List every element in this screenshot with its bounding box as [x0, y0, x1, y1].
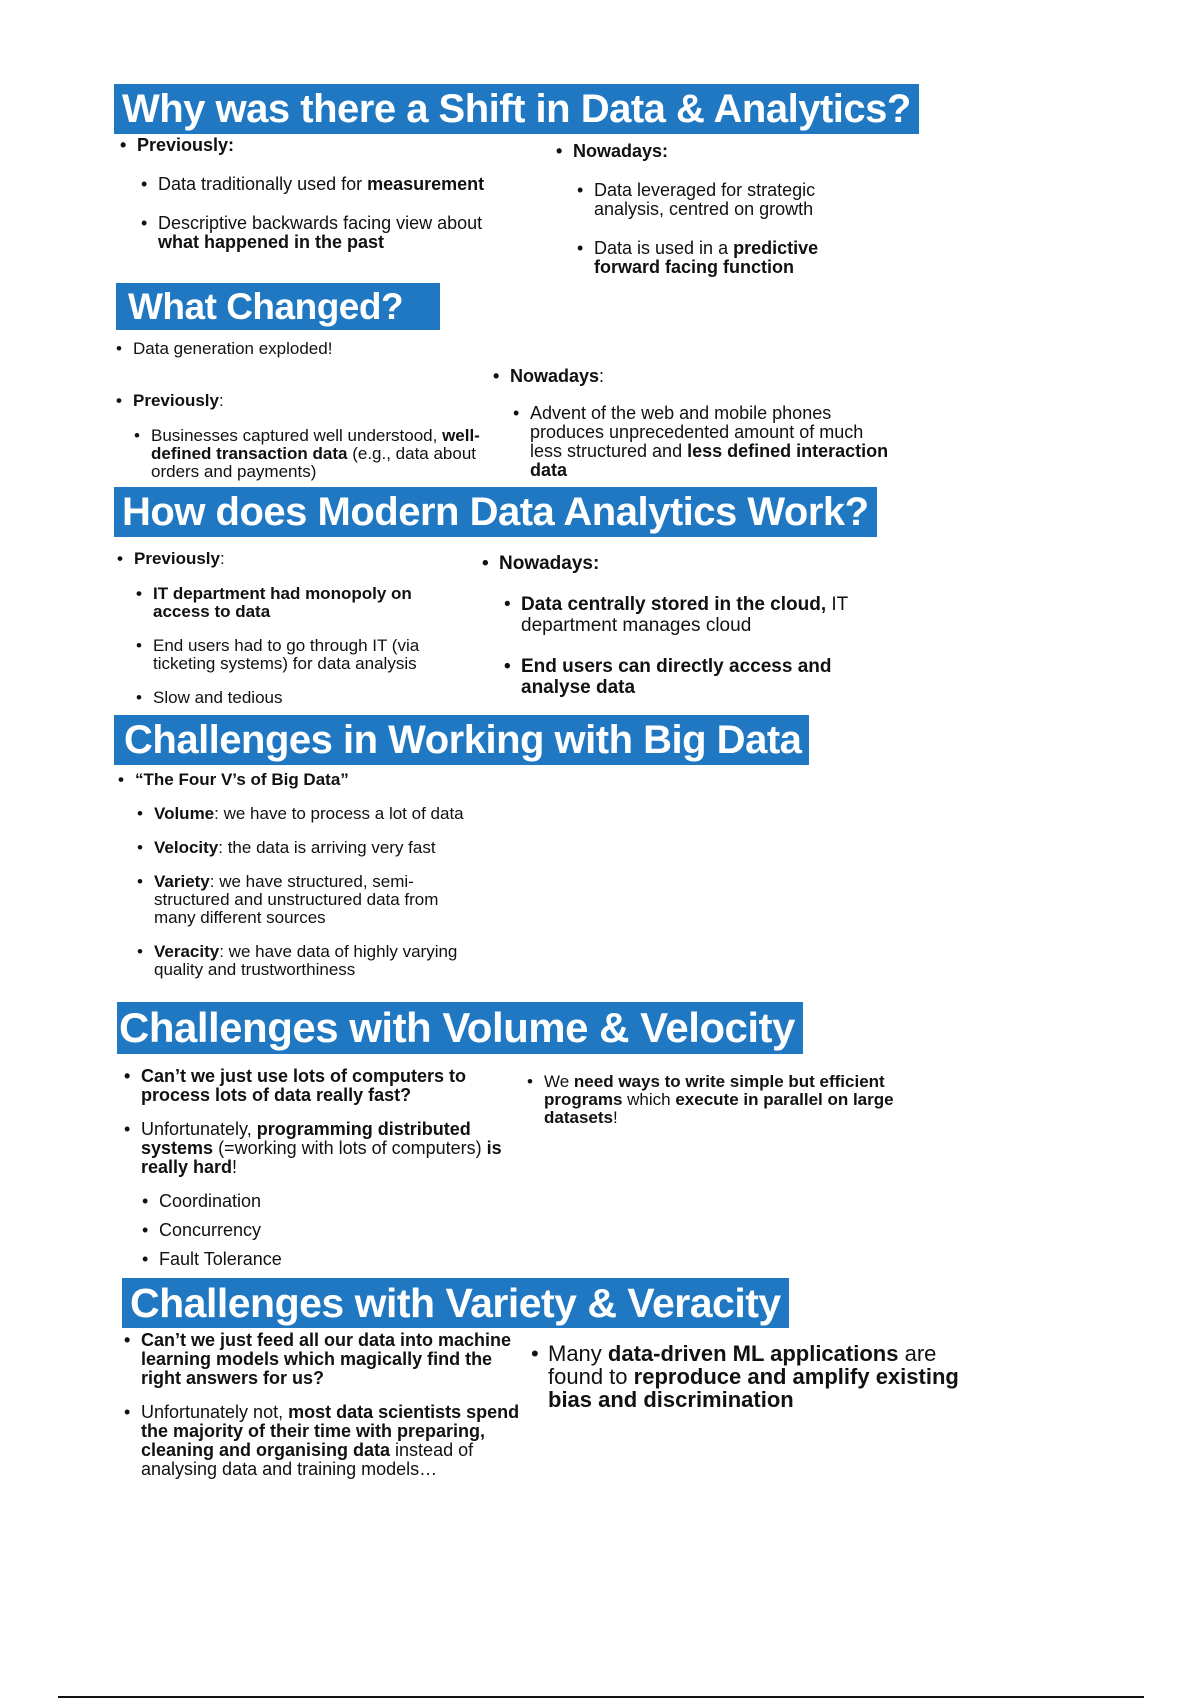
list-item: • Concurrency [142, 1221, 514, 1240]
list-item: • Descriptive backwards facing view about what happened in the past [141, 214, 490, 252]
modern-right-column [482, 553, 892, 698]
list-item: • Advent of the web and mobile phones produces unprecedented amount of much less structured and less defined interaction data [513, 404, 893, 480]
list-item: • Businesses captured well understood, well-defined transaction data (e.g., data about orders and payments) [134, 427, 496, 481]
list-item: • Data generation exploded! [116, 340, 496, 358]
list-item: • Velocity: the data is arriving very fast [137, 839, 478, 857]
section-title-modern: How does Modern Data Analytics Work? [114, 487, 877, 537]
section-title-variety: Challenges with Variety & Veracity [122, 1278, 789, 1328]
modern-nowadays-label: • Nowadays: [482, 553, 892, 574]
list-item: • Unfortunately not, most data scientists spend the majority of their time with preparing, cleaning and organising data instead of analysing data and training models… [124, 1403, 534, 1479]
section-title-changed: What Changed? [116, 283, 440, 330]
volume-left-column [124, 1067, 514, 1269]
list-item: • End users had to go through IT (via ticketing systems) for data analysis [136, 637, 457, 673]
list-item: • Can’t we just use lots of computers to process lots of data really fast? [124, 1067, 514, 1105]
list-item: • End users can directly access and analyse data [504, 656, 892, 698]
volume-right-column [527, 1073, 937, 1127]
bigdata-column [118, 771, 478, 979]
list-item: • Can’t we just feed all our data into machine learning models which magically find the right answers for us? [124, 1331, 534, 1388]
shift-nowadays-label: • Nowadays: [556, 142, 886, 161]
list-item: • Unfortunately, programming distributed systems (=working with lots of computers) is really hard! [124, 1120, 514, 1177]
page-bottom-rule [58, 1696, 1144, 1698]
changed-left-column [116, 340, 496, 481]
modern-previously-label: • Previously: [117, 550, 457, 568]
modern-left-column [117, 550, 457, 707]
changed-previously-label: • Previously: [116, 392, 496, 410]
section-title-volume: Challenges with Volume & Velocity [117, 1002, 803, 1054]
section-title-bigdata: Challenges in Working with Big Data [114, 715, 809, 765]
list-item: • Many data-driven ML applications are found to reproduce and amplify existing bias and discrimination [531, 1342, 991, 1411]
list-item: • Variety: we have structured, semi-structured and unstructured data from many different sources [137, 873, 478, 927]
list-item: • Data leveraged for strategic analysis, centred on growth [577, 181, 886, 219]
list-item: • Veracity: we have data of highly varying quality and trustworthiness [137, 943, 478, 979]
list-item: • Coordination [142, 1192, 514, 1211]
list-item: • Data is used in a predictive forward facing function [577, 239, 886, 277]
list-item: • We need ways to write simple but efficient programs which execute in parallel on large datasets! [527, 1073, 937, 1127]
bigdata-fourvs-label: • “The Four V’s of Big Data” [118, 771, 478, 789]
variety-right-column [531, 1342, 991, 1411]
list-item: • Fault Tolerance [142, 1250, 514, 1269]
list-item: • IT department had monopoly on access to data [136, 585, 457, 621]
list-item: • Volume: we have to process a lot of data [137, 805, 478, 823]
variety-left-column [124, 1331, 534, 1479]
list-item: • Slow and tedious [136, 689, 457, 707]
changed-nowadays-label: • Nowadays: [493, 367, 893, 386]
changed-right-column [493, 367, 893, 480]
section-title-shift: Why was there a Shift in Data & Analytics? [114, 84, 919, 134]
list-item: • Data centrally stored in the cloud, IT department manages cloud [504, 594, 892, 636]
shift-previously-label: • Previously: [120, 136, 490, 155]
list-item: • Data traditionally used for measurement [141, 175, 490, 194]
shift-previously-column [120, 136, 490, 252]
shift-nowadays-column [556, 142, 886, 277]
